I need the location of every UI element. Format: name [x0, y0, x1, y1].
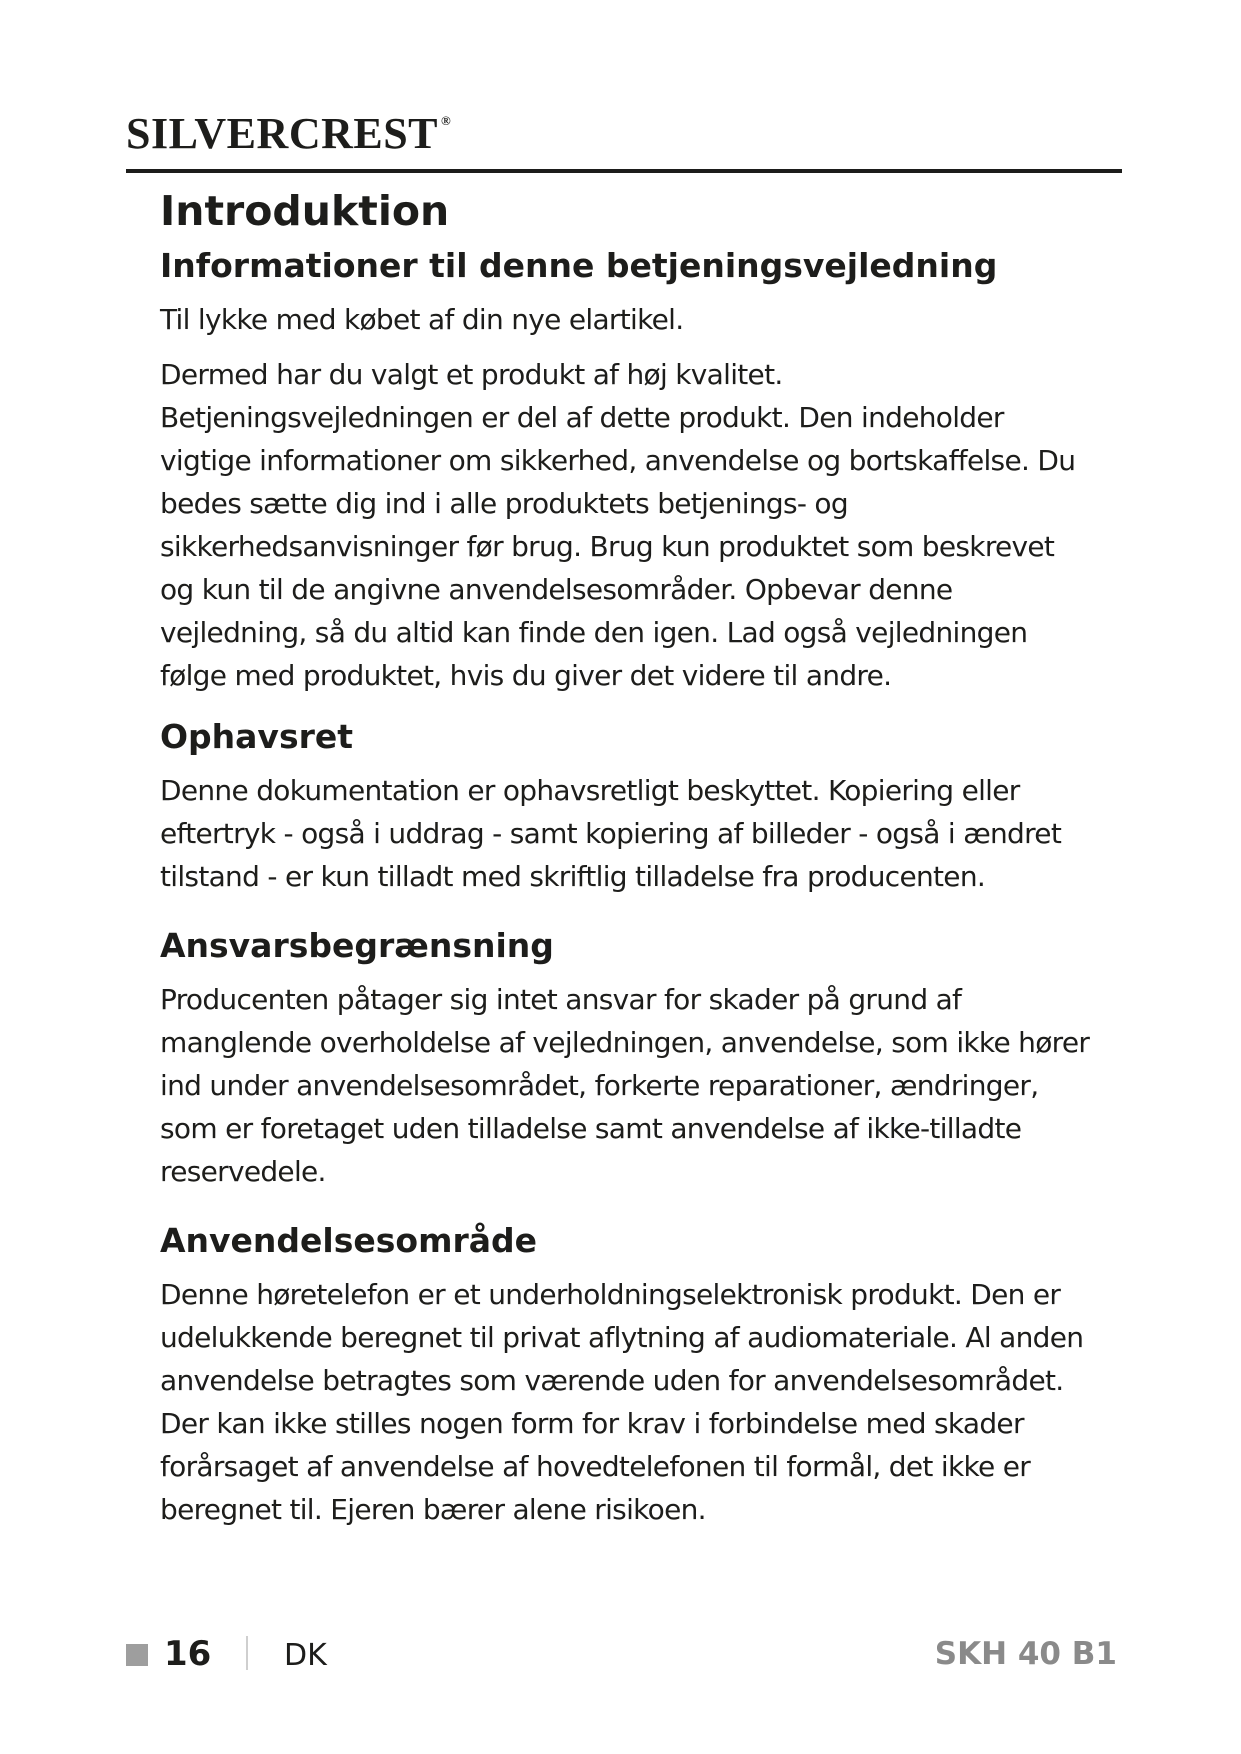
section-paragraph: Producenten påtager sig intet ansvar for skader på grund af manglende overholdelse af vejledningen, anvendelse, som ikke hører ind under anvendelsesområdet, forkerte reparationer, ændringer, som er foretaget uden tilladelse samt anvendelse af ikke-tilladte reservedele. — [160, 983, 1090, 1188]
page-footer — [0, 1634, 1241, 1674]
footer-divider — [246, 1636, 248, 1670]
section-heading-information: Informationer til denne betjeningsvejledning — [160, 246, 998, 285]
logo-text-silver: SILVER — [126, 109, 289, 158]
page-number: 16 — [164, 1634, 212, 1674]
section-heading-copyright: Ophavsret — [160, 717, 354, 756]
footer-square-icon — [126, 1644, 148, 1666]
language-code: DK — [284, 1638, 327, 1673]
page-content — [160, 186, 1090, 1531]
brand-logo — [126, 109, 452, 158]
section-heading-intended-use: Anvendelsesområde — [160, 1221, 538, 1260]
header-rule — [126, 169, 1122, 173]
page-title: Introduktion — [160, 187, 450, 235]
section-paragraph: Dermed har du valgt et produkt af høj kvalitet. Betjeningsvejledningen er del af dette produkt. Den indeholder vigtige informationer om sikkerhed, anvendelse og bortskaffelse. Du bedes sætte dig ind i alle produktets betjenings- og sikkerhedsanvisninger før brug. Brug kun produktet som beskrevet og kun til de angivne anvendelsesområder. Opbevar denne vejledning, så du altid kan finde den igen. Lad også vejledningen følge med produktet, hvis du giver det videre til andre. — [160, 358, 1076, 692]
logo-text-crest: CREST — [288, 109, 439, 158]
section-paragraph: Denne høretelefon er et underholdningselektronisk produkt. Den er udelukkende beregnet til privat aflytning af audiomateriale. Al anden anvendelse betragtes som værende uden for anvendelsesområdet. Der kan ikke stilles nogen form for krav i forbindelse med skader forårsaget af anvendelse af hovedtelefonen til formål, det ikke er beregnet til. Ejeren bærer alene risikoen. — [160, 1278, 1084, 1526]
model-number: SKH 40 B1 — [934, 1636, 1117, 1672]
section-heading-liability: Ansvarsbegrænsning — [160, 926, 554, 965]
section-paragraph: Denne dokumentation er ophavsretligt beskyttet. Kopiering eller eftertryk - også i uddrag - samt kopiering af billeder - også i ændret tilstand - er kun tilladt med skriftlig tilladelse fra producenten. — [160, 774, 1062, 893]
section-paragraph: Til lykke med købet af din nye elartikel. — [160, 303, 684, 336]
registered-mark: ® — [441, 113, 452, 128]
